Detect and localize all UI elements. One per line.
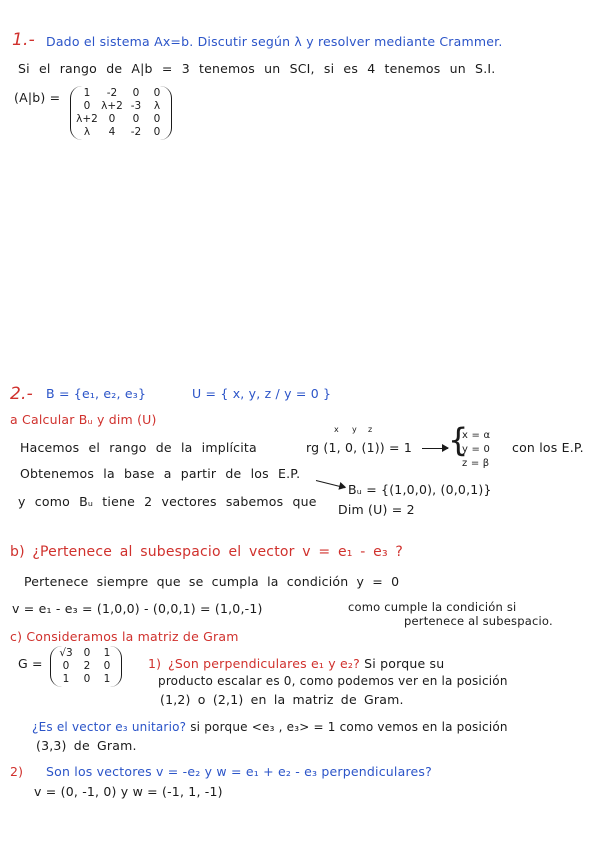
label-x: x [334, 425, 339, 434]
problem-2-number: 2.- [10, 384, 33, 404]
gram-matrix-label: G = [18, 656, 43, 671]
gram-cell: √3 [59, 647, 73, 659]
gram-cell: 0 [103, 660, 111, 672]
matrix-cell: 0 [83, 100, 91, 112]
augmented-matrix-label: (A|b) = [14, 90, 61, 105]
part-b-title: b) ¿Pertenece al subespacio el vector v = e₁ - e₃ ? [10, 544, 404, 560]
part-b-line-1: Pertenece siempre que se cumpla la condición y = 0 [24, 574, 400, 589]
param-note: con los E.P. [512, 440, 584, 455]
matrix-cell: 1 [83, 87, 91, 99]
matrix-cell: -2 [130, 126, 142, 138]
part-b-note-2: pertenece al subespacio. [404, 614, 553, 628]
gram-cell: 0 [83, 647, 91, 659]
question-3-text: Son los vectores v = -e₂ y w = e₁ + e₂ - e₃ perpendiculares? [46, 764, 432, 779]
part-a-title: a Calcular Bᵤ y dim (U) [10, 412, 157, 427]
param-eq-y: y = 0 [462, 444, 491, 455]
matrix-cell: 0 [132, 87, 140, 99]
matrix-cell: -3 [130, 100, 142, 112]
matrix-cell: 0 [153, 113, 161, 125]
matrix-cell: 4 [108, 126, 116, 138]
param-eq-z: z = β [462, 458, 490, 469]
problem-1-number: 1.- [12, 30, 35, 50]
question-2-answer: si porque <e₃ , e₃> = 1 como vemos en la posición [186, 720, 508, 734]
part-c-title: c) Consideramos la matriz de Gram [10, 629, 239, 644]
gram-matrix [50, 646, 122, 687]
problem-1-title: Dado el sistema Ax=b. Discutir según λ y resolver mediante Crammer. [46, 34, 503, 49]
question-3-line-2: v = (0, -1, 0) y w = (-1, 1, -1) [34, 784, 223, 799]
right-arrow-icon [422, 448, 448, 449]
gram-cell: 0 [83, 673, 91, 685]
question-1-answer: Si porque su [359, 656, 445, 671]
matrix-cell: 0 [153, 126, 161, 138]
question-1-line-2: producto escalar es 0, como podemos ver en la posición [158, 674, 508, 688]
gram-cell: 1 [62, 673, 70, 685]
matrix-cell: λ+2 [76, 113, 98, 125]
diagonal-arrow-icon [316, 480, 345, 488]
matrix-cell: 0 [132, 113, 140, 125]
gram-cell: 1 [103, 673, 111, 685]
label-y: y [352, 425, 357, 434]
question-2-line-2: (3,3) de Gram. [36, 738, 137, 753]
matrix-cell: λ [153, 100, 161, 112]
question-2 [32, 720, 508, 734]
question-3-number: 2) [10, 764, 24, 779]
label-z: z [368, 425, 373, 434]
matrix-cell: λ [83, 126, 91, 138]
part-b-line-2: v = e₁ - e₃ = (1,0,0) - (0,0,1) = (1,0,-1) [12, 601, 263, 616]
matrix-cell: 0 [153, 87, 161, 99]
brace-icon: { [448, 421, 469, 459]
matrix-cell: 0 [108, 113, 116, 125]
matrix-cell: λ+2 [101, 100, 123, 112]
question-1-line-3: (1,2) o (2,1) en la matriz de Gram. [160, 692, 404, 707]
question-1-text: ¿Son perpendiculares e₁ y e₂? [168, 656, 360, 671]
part-a-line-2: Obtenemos la base a partir de los E.P. [20, 466, 301, 481]
question-2-text: ¿Es el vector e₃ unitario? [32, 720, 187, 734]
basis-definition: B = {e₁, e₂, e₃} [46, 386, 147, 401]
basis-result: Bᵤ = {(1,0,0), (0,0,1)} [348, 482, 492, 497]
gram-cell: 0 [62, 660, 70, 672]
part-b-note-1: como cumple la condición si [348, 600, 517, 614]
gram-cell: 2 [83, 660, 91, 672]
subspace-definition: U = { x, y, z / y = 0 } [192, 386, 332, 401]
augmented-matrix [70, 86, 172, 140]
param-eq-x: x = α [462, 430, 491, 441]
question-1 [168, 656, 444, 671]
part-a-line-1: Hacemos el rango de la implícita [20, 440, 257, 455]
problem-1-rank-statement: Si el rango de A|b = 3 tenemos un SCI, si es 4 tenemos un S.I. [18, 61, 496, 76]
gram-cell: 1 [103, 647, 111, 659]
part-a-line-3: y como Bᵤ tiene 2 vectores sabemos que [18, 494, 317, 509]
matrix-cell: -2 [106, 87, 118, 99]
rank-expression: rg (1, 0, (1)) = 1 [306, 440, 413, 455]
question-1-number: 1) [148, 656, 162, 671]
dimension-result: Dim (U) = 2 [338, 502, 415, 517]
